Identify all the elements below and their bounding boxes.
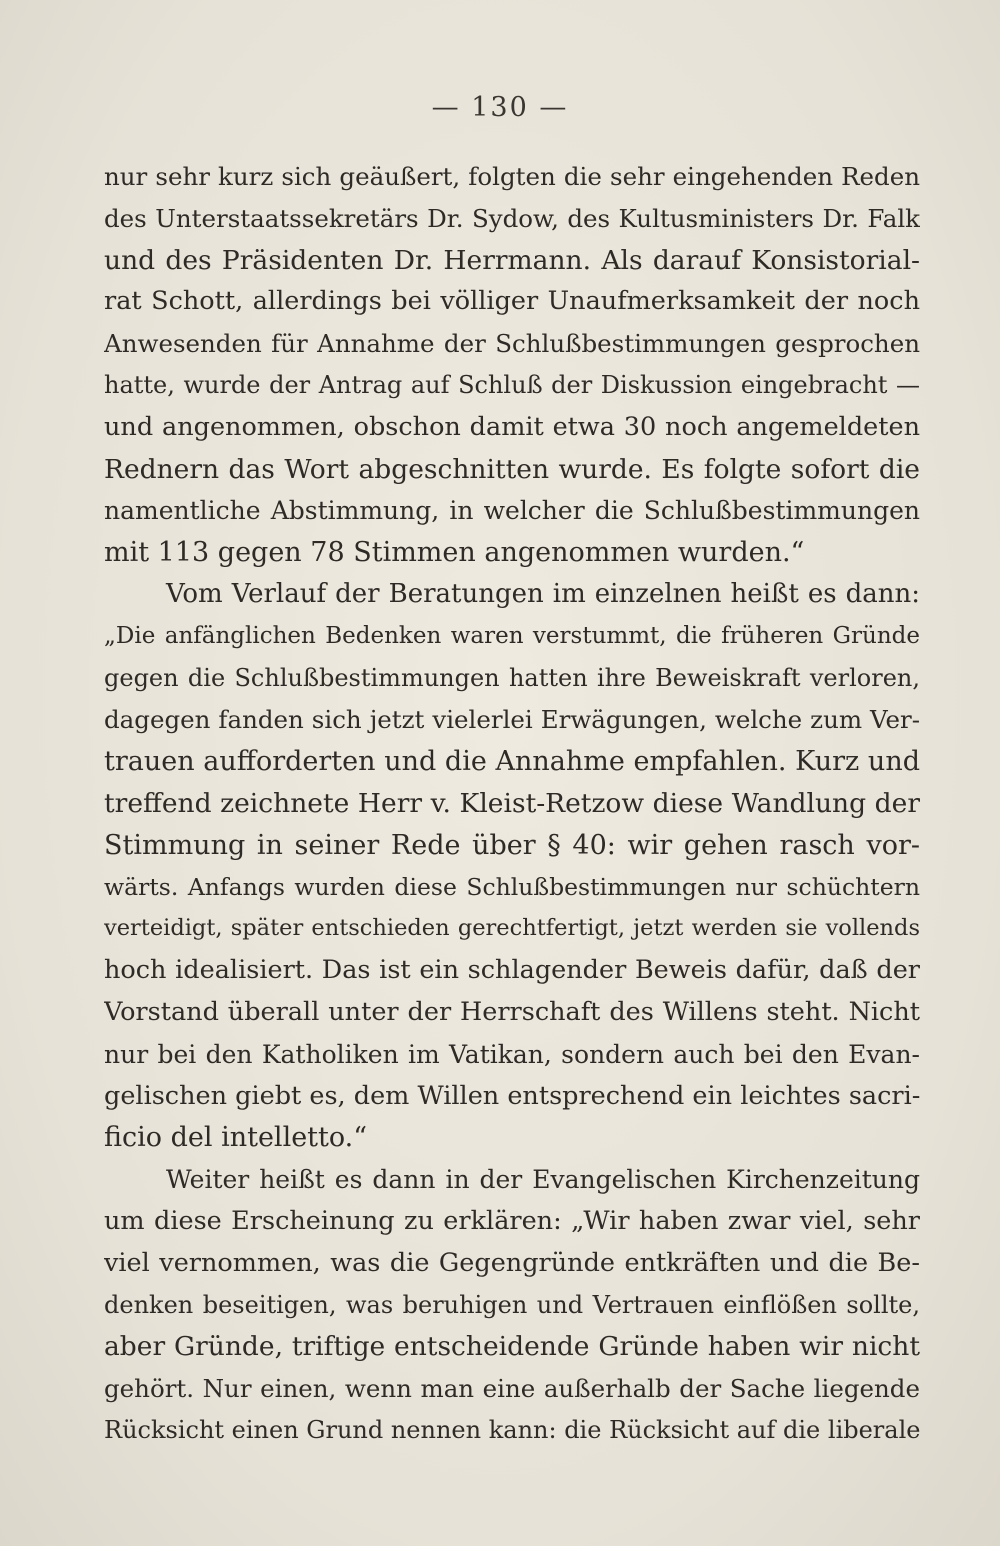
text-line: Vorstand überall unter der Herrschaft des Willens steht. Nicht <box>104 996 920 1027</box>
text-line: nur sehr kurz sich geäußert, folgten die sehr eingehenden Reden <box>104 162 920 191</box>
text-line: wärts. Anfangs wurden diese Schlußbestimmungen nur schüchtern <box>104 872 920 901</box>
text-line: rat Schott, allerdings bei völliger Unaufmerksamkeit der noch <box>104 286 920 317</box>
text-line: nur bei den Katholiken im Vatikan, sondern auch bei den Evan- <box>104 1039 920 1069</box>
text-line: trauen aufforderten und die Annahme empfahlen. Kurz und <box>104 746 920 778</box>
text-line: namentliche Abstimmung, in welcher die Schlußbestimmungen <box>104 496 920 526</box>
page-number: — 130 — <box>431 92 569 123</box>
text-line: „Die anfänglichen Bedenken waren verstummt, die früheren Gründe <box>104 622 920 649</box>
text-line: Weiter heißt es dann in der Evangelischen Kirchenzeitung <box>166 1165 920 1195</box>
text-line: ficio del intelletto.“ <box>104 1122 368 1154</box>
text-line: aber Gründe, triftige entscheidende Gründe haben wir nicht <box>104 1331 920 1363</box>
text-line: gelischen giebt es, dem Willen entsprechend ein leichtes sacri- <box>104 1080 920 1111</box>
text-line: Stimmung in seiner Rede über § 40: wir gehen rasch vor- <box>104 829 920 861</box>
text-line: mit 113 gegen 78 Stimmen angenommen wurden.“ <box>104 537 805 569</box>
text-line: um diese Erscheinung zu erklären: „Wir haben zwar viel, sehr <box>104 1205 920 1236</box>
text-line: Anwesenden für Annahme der Schlußbestimmungen gesprochen <box>104 329 920 359</box>
text-line: des Unterstaatssekretärs Dr. Sydow, des Kultusministers Dr. Falk <box>104 203 920 233</box>
text-line: gehört. Nur einen, wenn man eine außerhalb der Sache liegende <box>104 1374 920 1404</box>
body-text <box>104 156 920 1452</box>
text-line: denken beseitigen, was beruhigen und Vertrauen einflößen sollte, <box>104 1290 920 1319</box>
text-line: und angenommen, obschon damit etwa 30 noch angemeldeten <box>104 411 920 442</box>
text-line: Rücksicht einen Grund nennen kann: die Rücksicht auf die liberale <box>104 1415 920 1444</box>
text-line: gegen die Schlußbestimmungen hatten ihre Beweiskraft verloren, <box>104 663 920 692</box>
text-line: Rednern das Wort abgeschnitten wurde. Es folgte sofort die <box>104 453 920 485</box>
text-line: verteidigt, später entschieden gerechtfertigt, jetzt werden sie vollends <box>104 915 920 942</box>
text-line: treffend zeichnete Herr v. Kleist-Retzow diese Wandlung der <box>104 787 920 819</box>
text-line: dagegen fanden sich jetzt vielerlei Erwägungen, welche zum Ver- <box>104 705 920 735</box>
text-line: hoch idealisiert. Das ist ein schlagender Beweis dafür, daß der <box>104 955 920 986</box>
text-line: hatte, wurde der Antrag auf Schluß der Diskussion eingebracht — <box>104 370 920 399</box>
text-line: Vom Verlauf der Beratungen im einzelnen heißt es dann: <box>166 578 920 609</box>
text-line: viel vernommen, was die Gegengründe entkräften und die Be- <box>104 1247 920 1278</box>
text-line: und des Präsidenten Dr. Herrmann. Als darauf Konsistorial- <box>104 244 920 276</box>
